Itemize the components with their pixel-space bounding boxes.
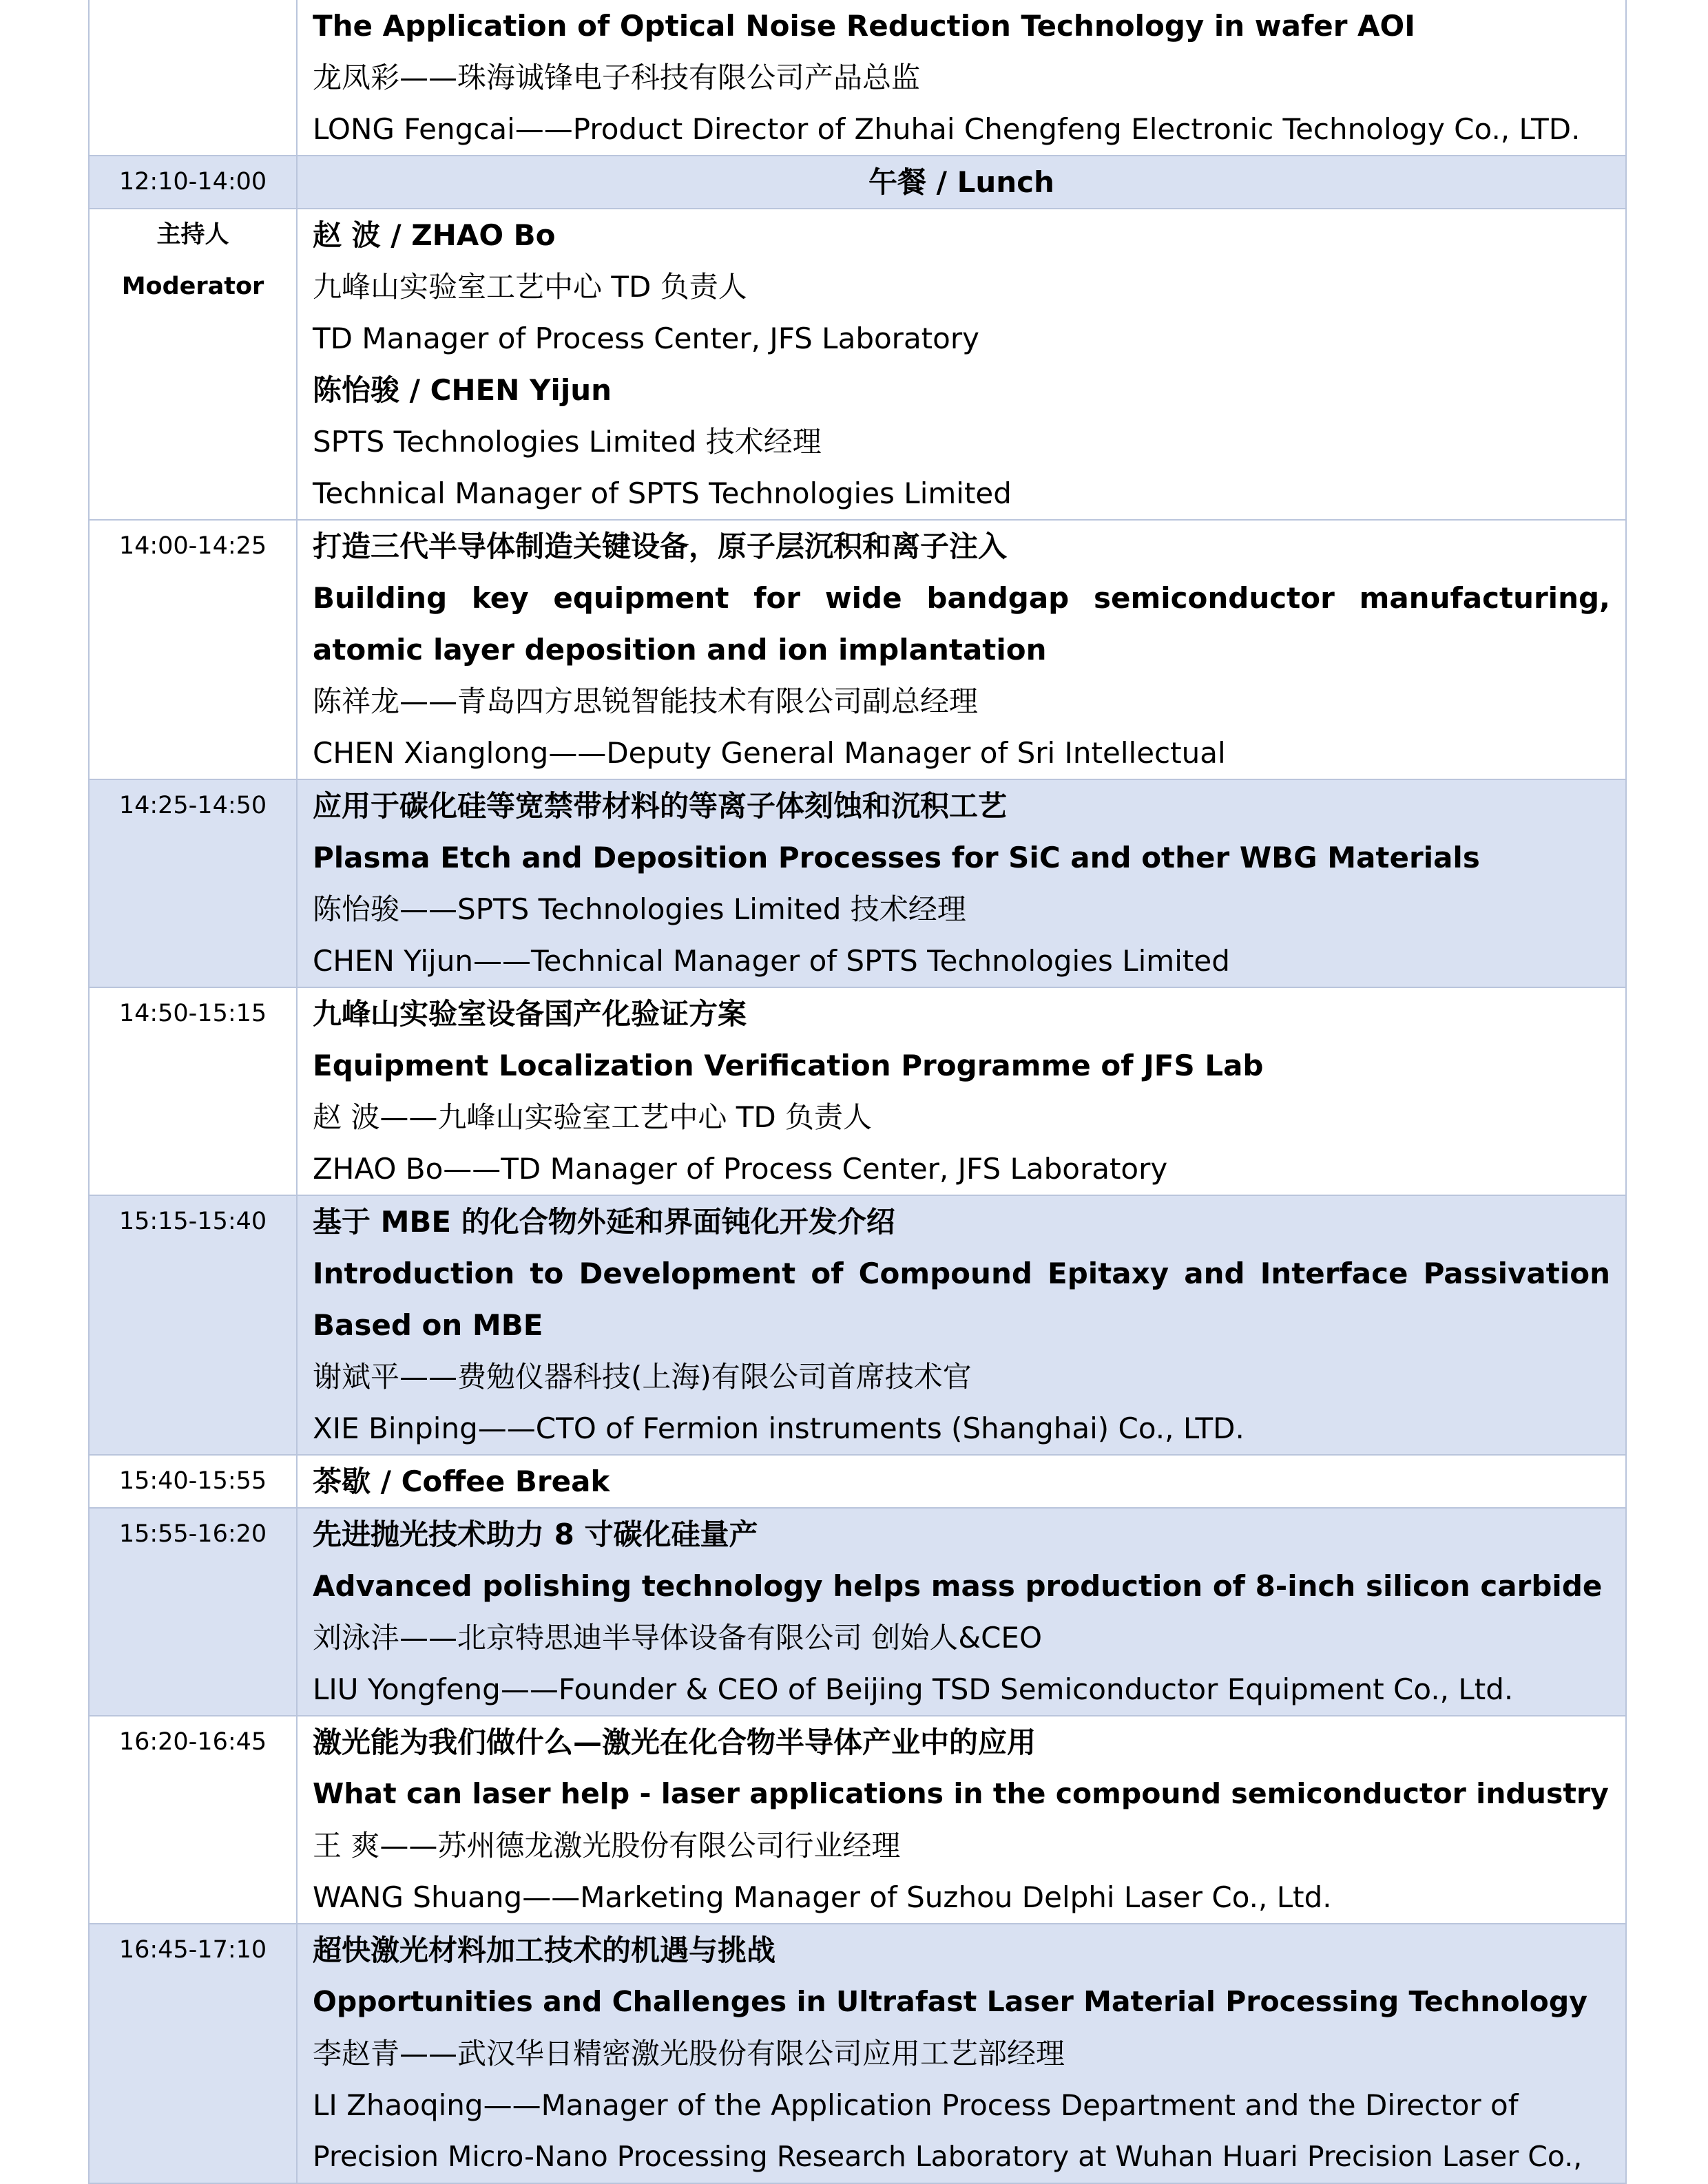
moderator-label-cn: 主持人 xyxy=(156,221,229,249)
talk-title-cn: 基于 MBE 的化合物外延和界面钝化开发介绍 xyxy=(313,1205,895,1239)
session-cell xyxy=(297,156,1626,209)
moderator-title-cn: SPTS Technologies Limited 技术经理 xyxy=(313,425,822,459)
time-cell xyxy=(89,1924,297,2183)
talk-title-cn: 先进抛光技术助力 8 寸碳化硅量产 xyxy=(313,1518,758,1551)
speaker-en: ZHAO Bo——TD Manager of Process Center, JFS Laboratory xyxy=(313,1152,1168,1186)
speaker-cn: 龙凤彩——珠海诚锋电子科技有限公司产品总监 xyxy=(313,61,921,94)
speaker-en: XIE Binping——CTO of Fermion instruments (Shanghai) Co., LTD. xyxy=(313,1411,1244,1445)
time-cell xyxy=(89,779,297,987)
time-cell xyxy=(89,1195,297,1455)
talk-title-en: The Application of Optical Noise Reduction Technology in wafer AOI xyxy=(313,9,1415,43)
time-cell xyxy=(89,520,297,779)
speaker-en: CHEN Xianglong——Deputy General Manager of Sri Intellectual xyxy=(313,736,1226,770)
time-cell xyxy=(89,1508,297,1716)
agenda-row-moderator xyxy=(89,209,1626,520)
time-cell xyxy=(89,1716,297,1924)
speaker-en: LONG Fengcai——Product Director of Zhuhai Chengfeng Electronic Technology Co., LTD. xyxy=(313,112,1581,146)
time-cell xyxy=(89,0,297,156)
agenda-row-break xyxy=(89,156,1626,209)
agenda-row xyxy=(89,520,1626,779)
session-cell xyxy=(297,779,1626,987)
agenda-row xyxy=(89,779,1626,987)
time-slot: 16:20-16:45 xyxy=(118,1728,267,1756)
speaker-en: Precision Micro-Nano Processing Research Laboratory at Wuhan Huari Precision Laser Co., xyxy=(313,2140,1583,2173)
session-cell xyxy=(297,1716,1626,1924)
moderator-title-en: TD Manager of Process Center, JFS Laboratory xyxy=(313,322,979,355)
agenda-row xyxy=(89,1716,1626,1924)
talk-title-en: Introduction to Development of Compound Epitaxy and Interface Passivation Based on MBE xyxy=(313,1257,1610,1342)
speaker-en: LI Zhaoqing——Manager of the Application Process Department and the Director of xyxy=(313,2088,1519,2122)
speaker-cn: 谢斌平——费勉仪器科技(上海)有限公司首席技术官 xyxy=(313,1360,972,1394)
agenda-row-break xyxy=(89,1455,1626,1508)
speaker-en: LIU Yongfeng——Founder & CEO of Beijing TSD Semiconductor Equipment Co., Ltd. xyxy=(313,1672,1514,1706)
time-slot: 12:10-14:00 xyxy=(118,168,267,196)
talk-title-en: Equipment Localization Verification Programme of JFS Lab xyxy=(313,1049,1264,1082)
talk-title-cn: 超快激光材料加工技术的机遇与挑战 xyxy=(313,1933,776,1967)
time-slot: 16:45-17:10 xyxy=(118,1936,267,1964)
moderator-label-cell xyxy=(89,209,297,520)
talk-title-en: Opportunities and Challenges in Ultrafast Laser Material Processing Technology xyxy=(313,1985,1587,2018)
talk-title-cn: 九峰山实验室设备国产化验证方案 xyxy=(313,997,747,1031)
session-cell xyxy=(297,987,1626,1195)
talk-title-en: Advanced polishing technology helps mass production of 8-inch silicon carbide xyxy=(313,1569,1603,1603)
time-slot: 15:55-16:20 xyxy=(118,1520,267,1548)
time-slot: 14:00-14:25 xyxy=(118,532,267,560)
agenda-row xyxy=(89,1508,1626,1716)
moderator-title-cn: 九峰山实验室工艺中心 TD 负责人 xyxy=(313,270,747,304)
moderator-name: 陈怡骏 / CHEN Yijun xyxy=(313,373,612,407)
agenda-row xyxy=(89,987,1626,1195)
talk-title-cn: 应用于碳化硅等宽禁带材料的等离子体刻蚀和沉积工艺 xyxy=(313,789,1008,823)
time-slot: 15:40-15:55 xyxy=(118,1467,267,1495)
talk-title-cn: 激光能为我们做什么—激光在化合物半导体产业中的应用 xyxy=(313,1725,1037,1759)
talk-title-en: Building key equipment for wide bandgap semiconductor manufacturing, atomic layer deposition and ion implantation xyxy=(313,581,1610,666)
time-cell xyxy=(89,156,297,209)
speaker-cn: 刘泳沣——北京特思迪半导体设备有限公司 创始人&CEO xyxy=(313,1621,1043,1655)
speaker-cn: 陈祥龙——青岛四方思锐智能技术有限公司副总经理 xyxy=(313,684,979,718)
speaker-cn: 李赵青——武汉华日精密激光股份有限公司应用工艺部经理 xyxy=(313,2037,1065,2070)
time-cell xyxy=(89,987,297,1195)
time-slot: 14:50-15:15 xyxy=(118,1000,267,1027)
session-cell xyxy=(297,1455,1626,1508)
session-cell xyxy=(297,520,1626,779)
moderator-name: 赵 波 / ZHAO Bo xyxy=(313,218,556,252)
agenda-table xyxy=(88,0,1627,2184)
speaker-cn: 赵 波——九峰山实验室工艺中心 TD 负责人 xyxy=(313,1100,873,1134)
speaker-en: CHEN Yijun——Technical Manager of SPTS Technologies Limited xyxy=(313,944,1230,978)
speaker-cn: 陈怡骏——SPTS Technologies Limited 技术经理 xyxy=(313,892,966,926)
time-slot: 15:15-15:40 xyxy=(118,1208,267,1235)
moderator-cell xyxy=(297,209,1626,520)
moderator-title-en: Technical Manager of SPTS Technologies Limited xyxy=(313,476,1012,510)
time-slot: 14:25-14:50 xyxy=(118,792,267,819)
session-cell xyxy=(297,1508,1626,1716)
agenda-row xyxy=(89,1195,1626,1455)
session-cell xyxy=(297,1924,1626,2183)
coffee-break-label: 茶歇 / Coffee Break xyxy=(313,1464,610,1498)
session-cell xyxy=(297,1195,1626,1455)
talk-title-en: What can laser help - laser applications in the compound semiconductor industry xyxy=(313,1777,1609,1810)
time-cell xyxy=(89,1455,297,1508)
speaker-cn: 王 爽——苏州德龙激光股份有限公司行业经理 xyxy=(313,1829,901,1862)
speaker-en: WANG Shuang——Marketing Manager of Suzhou Delphi Laser Co., Ltd. xyxy=(313,1880,1332,1914)
agenda-row xyxy=(89,1924,1626,2183)
session-cell xyxy=(297,0,1626,156)
talk-title-en: Plasma Etch and Deposition Processes for SiC and other WBG Materials xyxy=(313,841,1480,874)
agenda-row xyxy=(89,0,1626,156)
talk-title-cn: 打造三代半导体制造关键设备，原子层沉积和离子注入 xyxy=(313,529,1008,563)
moderator-label-en: Moderator xyxy=(121,273,264,300)
lunch-label: 午餐 / Lunch xyxy=(868,165,1054,199)
